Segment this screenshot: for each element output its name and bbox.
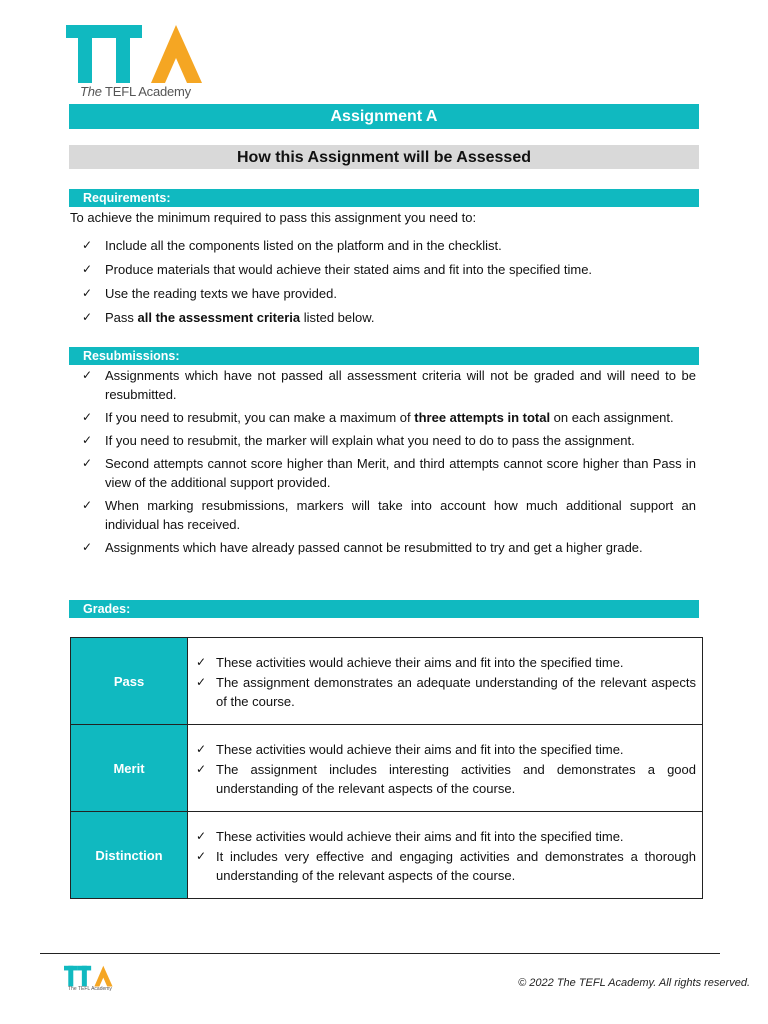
grade-label-distinction: Distinction (71, 812, 188, 899)
grade-criteria: ✓ These activities would achieve their aims and fit into the specified time. ✓ The assignment demonstrates an adequate understanding of the relevant aspects of the course. (188, 638, 703, 725)
grade-label-pass: Pass (71, 638, 188, 725)
resubmissions-list (80, 366, 696, 561)
check-icon: ✓ (82, 286, 93, 300)
grade-criteria: ✓ These activities would achieve their aims and fit into the specified time. ✓ The assignment includes interesting activities and demonstrates a good understanding of the relevant aspects of the course. (188, 725, 703, 812)
list-item: ✓ Pass all the assessment criteria listed below. (82, 310, 375, 325)
list-item: ✓ If you need to resubmit, the marker will explain what you need to do to pass the assignment. (82, 433, 635, 448)
list-item: ✓ Use the reading texts we have provided. (82, 286, 337, 301)
check-icon: ✓ (196, 742, 207, 756)
list-item: ✓ Produce materials that would achieve their stated aims and fit into the specified time. (82, 262, 593, 277)
check-icon: ✓ (196, 674, 207, 689)
list-item: ✓ Assignments which have not passed all assessment criteria will not be graded and will need to be resubmitted. (82, 368, 696, 402)
requirements-list (80, 236, 696, 332)
check-icon: ✓ (82, 433, 93, 447)
grade-label-merit: Merit (71, 725, 188, 812)
check-icon: ✓ (196, 829, 207, 843)
check-icon: ✓ (82, 238, 93, 252)
check-icon: ✓ (196, 848, 207, 863)
check-icon: ✓ (82, 498, 93, 512)
list-item: ✓ When marking resubmissions, markers will take into account how much additional support an individual has received. (82, 498, 696, 532)
logo-subtitle: The TEFL Academy (80, 84, 191, 99)
copyright-notice: © 2022 The TEFL Academy. All rights reserved. (518, 977, 750, 989)
assignment-title: Assignment A (69, 104, 699, 129)
check-icon: ✓ (82, 456, 93, 470)
list-item: ✓ Include all the components listed on the platform and in the checklist. (82, 238, 502, 253)
check-icon: ✓ (82, 262, 93, 276)
check-icon: ✓ (82, 410, 93, 424)
grades-table (70, 637, 703, 899)
check-icon: ✓ (82, 368, 93, 382)
check-icon: ✓ (82, 310, 93, 324)
requirements-intro: To achieve the minimum required to pass this assignment you need to: (70, 210, 477, 225)
list-item: ✓ If you need to resubmit, you can make a maximum of three attempts in total on each assignment. (82, 410, 674, 425)
table-row (71, 725, 703, 812)
footer-divider (40, 953, 720, 954)
table-row (71, 812, 703, 899)
footer-logo-subtitle: The TEFL Academy (68, 986, 112, 992)
table-row (71, 638, 703, 725)
resubmissions-heading: Resubmissions: (69, 347, 699, 365)
check-icon: ✓ (82, 540, 93, 554)
list-item: ✓ Second attempts cannot score higher than Merit, and third attempts cannot score higher than Pass in view of the additional support provided. (82, 456, 696, 490)
grades-heading: Grades: (69, 600, 699, 618)
list-item: ✓ Assignments which have already passed cannot be resubmitted to try and get a higher grade. (82, 540, 643, 555)
check-icon: ✓ (196, 655, 207, 669)
check-icon: ✓ (196, 761, 207, 776)
requirements-heading: Requirements: (69, 189, 699, 207)
grade-criteria: ✓ These activities would achieve their aims and fit into the specified time. ✓ It includes very effective and engaging activities and demonstrates a thorough understanding of the relevant aspects of the course. (188, 812, 703, 899)
assessment-heading: How this Assignment will be Assessed (69, 145, 699, 169)
